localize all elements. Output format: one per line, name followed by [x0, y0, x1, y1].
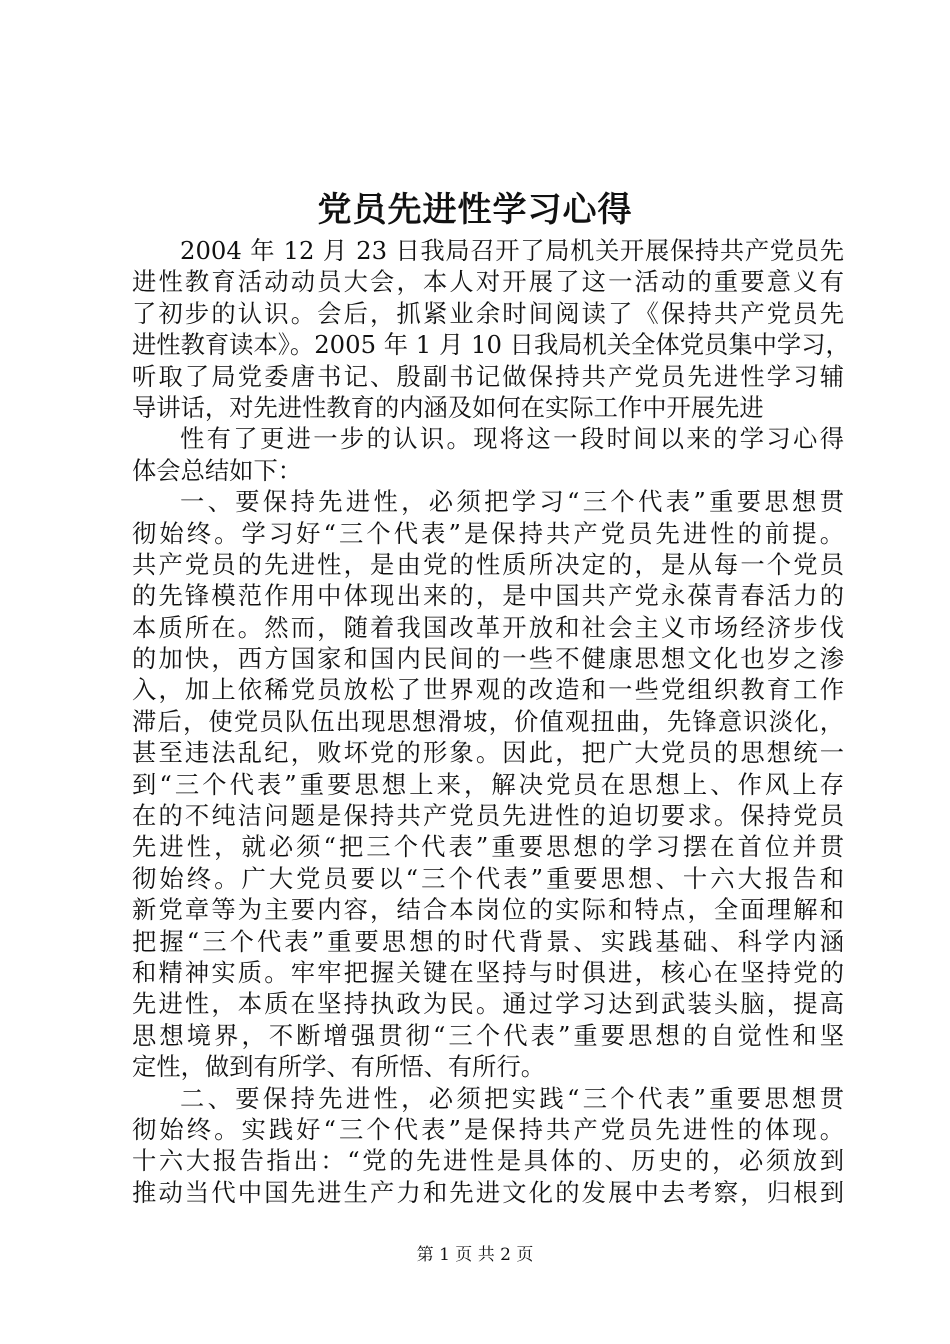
text-line: 在的不纯洁问题是保持共产党员先进性的迫切要求。保持党员	[132, 801, 844, 831]
text-line: 思想境界，不断增强贯彻“三个代表”重要思想的自觉性和坚	[132, 1020, 844, 1050]
text-line: 彻始终。实践好“三个代表”是保持共产党员先进性的体现。	[132, 1114, 844, 1144]
text-line: 把握“三个代表”重要思想的时代背景、实践基础、科学内涵	[132, 926, 844, 956]
document-title: 党员先进性学习心得	[317, 190, 633, 230]
text-line: 本质所在。然而，随着我国改革开放和社会主义市场经济步伐	[132, 612, 844, 642]
text-line: 2004 年 12 月 23 日我局召开了局机关开展保持共产党员先	[180, 236, 844, 265]
text-line: 体会总结如下：	[132, 455, 303, 485]
text-line: 二、要保持先进性，必须把实践“三个代表”重要思想贯	[180, 1083, 844, 1113]
text-line: 的先锋模范作用中体现出来的，是中国共产党永葆青春活力的	[132, 581, 844, 611]
text-line: 了初步的认识。会后，抓紧业余时间阅读了《保持共产党员先	[132, 298, 844, 328]
text-line: 共产党员的先进性，是由党的性质所决定的，是从每一个党员	[132, 549, 844, 579]
text-line: 听取了局党委唐书记、殷副书记做保持共产党员先进性学习辅	[132, 361, 844, 391]
text-line: 性有了更进一步的认识。现将这一段时间以来的学习心得	[180, 424, 844, 454]
text-line: 推动当代中国先进生产力和先进文化的发展中去考察，归根到	[132, 1177, 844, 1207]
text-line: 到“三个代表”重要思想上来，解决党员在思想上、作风上存	[132, 769, 844, 799]
text-line: 甚至违法乱纪，败坏党的形象。因此，把广大党员的思想统一	[132, 738, 844, 768]
text-line: 的加快，西方国家和国内民间的一些不健康思想文化也岁之渗	[132, 644, 844, 674]
text-line: 进性教育活动动员大会，本人对开展了这一活动的重要意义有	[132, 267, 844, 297]
text-line: 先进性，就必须“把三个代表”重要思想的学习摆在首位并贯	[132, 832, 844, 862]
text-line: 进性教育读本》。2005 年 1 月 10 日我局机关全体党员集中学习，	[132, 330, 850, 360]
text-line: 彻始终。学习好“三个代表”是保持共产党员先进性的前提。	[132, 518, 844, 548]
text-line: 先进性，本质在坚持执政为民。通过学习达到武装头脑，提高	[132, 989, 844, 1019]
text-line: 彻始终。广大党员要以“三个代表”重要思想、十六大报告和	[132, 863, 844, 893]
text-line: 一、要保持先进性，必须把学习“三个代表”重要思想贯	[180, 487, 844, 517]
page-footer: 第 1 页 共 2 页	[416, 1245, 534, 1265]
text-line: 滞后，使党员队伍出现思想滑坡，价值观扭曲，先锋意识淡化，	[132, 706, 844, 736]
text-line: 入，加上依稀党员放松了世界观的改造和一些党组织教育工作	[132, 675, 844, 705]
text-line: 定性，做到有所学、有所悟、有所行。	[132, 1052, 546, 1082]
document-body	[132, 235, 850, 1208]
text-line: 和精神实质。牢牢把握关键在坚持与时俱进，核心在坚持党的	[132, 957, 844, 987]
text-line: 导讲话，对先进性教育的内涵及如何在实际工作中开展先进	[132, 392, 764, 422]
text-line: 新党章等为主要内容，结合本岗位的实际和特点，全面理解和	[132, 895, 844, 925]
text-line: 十六大报告指出：“党的先进性是具体的、历史的，必须放到	[132, 1146, 844, 1176]
